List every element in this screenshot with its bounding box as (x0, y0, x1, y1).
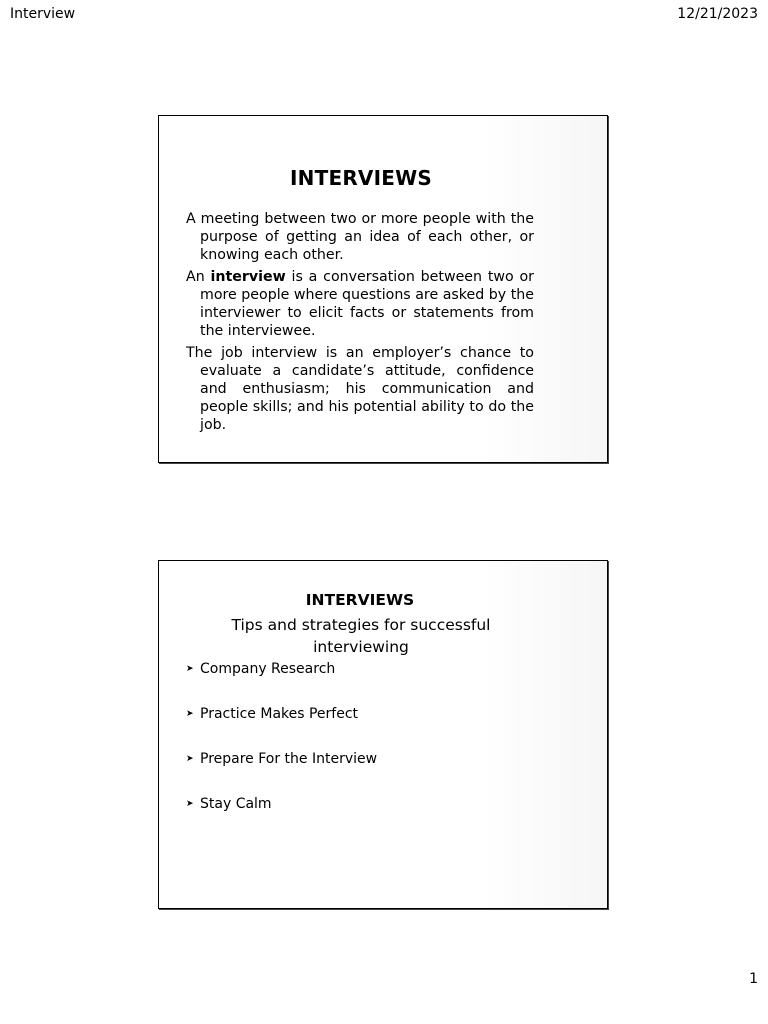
list-item-label: Practice Makes Perfect (200, 706, 359, 722)
list-item (186, 705, 377, 750)
list-item-label: Company Research (200, 661, 336, 677)
slide-2 (158, 560, 608, 909)
slide-2-subtitle: Tips and strategies for successful interviewing (231, 616, 491, 656)
slide-2-title: INTERVIEWS (305, 591, 415, 609)
document-title: Interview (10, 6, 76, 22)
arrowhead-bullet-icon: ➤ (186, 709, 194, 719)
list-item (186, 750, 377, 795)
paragraph-2-bold-term: interview (210, 269, 286, 285)
list-item (186, 660, 377, 705)
arrowhead-bullet-icon: ➤ (186, 754, 194, 764)
slide-1-paragraph-1: A meeting between two or more people with the purpose of getting an idea of each other, or knowing each other. (186, 211, 534, 263)
slide-1-title: INTERVIEWS (290, 166, 432, 190)
paragraph-2-prefix: An (186, 269, 211, 285)
slide-1 (158, 115, 608, 463)
tips-list (186, 660, 377, 840)
list-item-label: Stay Calm (200, 796, 272, 812)
print-date: 12/21/2023 (677, 6, 758, 22)
slide-1-body (186, 210, 534, 438)
arrowhead-bullet-icon: ➤ (186, 799, 194, 809)
paragraph-2-rest: is a conversation between two or more people where questions are asked by the interviewer to elicit facts or statements from the interviewee. (200, 269, 534, 339)
slide-1-paragraph-3: The job interview is an employer’s chance to evaluate a candidate’s attitude, confidence and enthusiasm; his communication and people skills; and his potential ability to do the job. (186, 345, 534, 433)
list-item (186, 795, 377, 840)
list-item-label: Prepare For the Interview (200, 751, 378, 767)
arrowhead-bullet-icon: ➤ (186, 664, 194, 674)
page-number: 1 (749, 971, 758, 987)
slide-1-paragraph-2 (186, 268, 534, 340)
